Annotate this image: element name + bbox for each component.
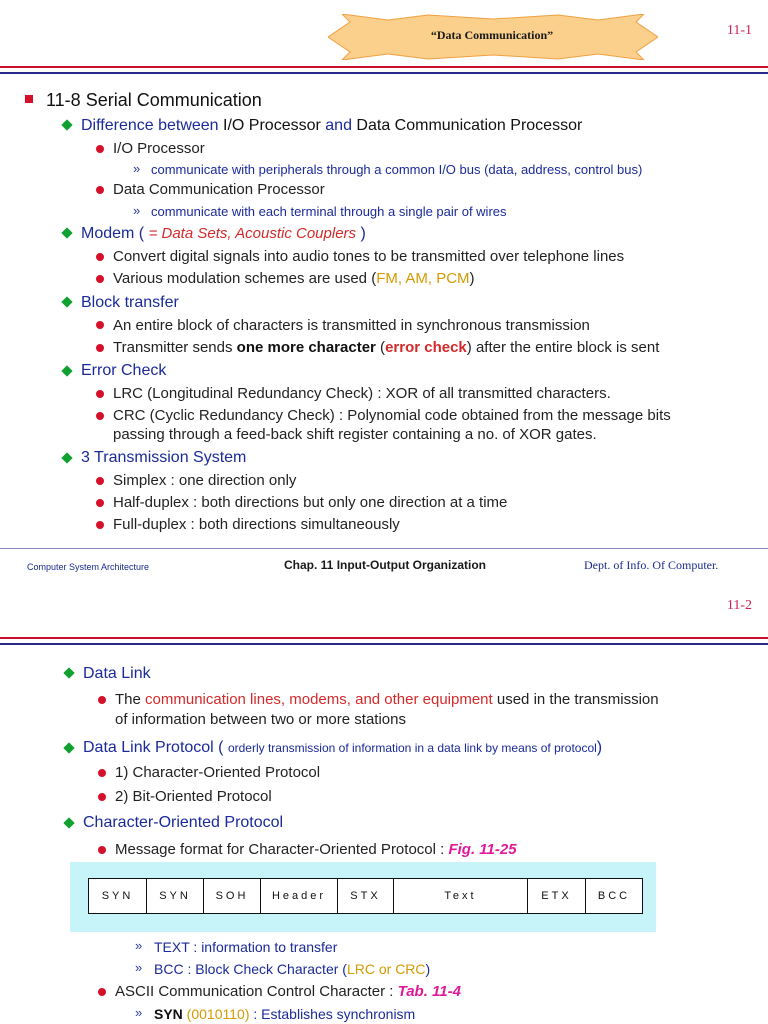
heading-part: and <box>320 117 357 134</box>
list-item-continued: of information between two or more stations <box>115 711 406 728</box>
footer-department: Dept. of Info. Of Computer. <box>584 558 719 572</box>
footer-chapter: Chap. 11 Input-Output Organization <box>284 558 486 572</box>
list-item-continued: passing through a feed-back shift register containing a no. of XOR gates. <box>113 426 597 443</box>
list-item <box>115 841 517 858</box>
heading-part: Data Communication Processor <box>356 117 583 134</box>
circle-bullet-icon <box>98 846 106 854</box>
text-part: one more character <box>236 339 376 356</box>
text-part: The <box>115 691 146 708</box>
circle-bullet-icon <box>96 275 104 283</box>
list-item: I/O Processor <box>113 140 205 157</box>
transmission-heading: 3 Transmission System <box>81 449 247 466</box>
header-rule <box>0 637 768 639</box>
field-bcc: BCC <box>597 890 631 902</box>
diamond-bullet-icon <box>61 452 72 463</box>
raquo-bullet-icon: » <box>133 161 141 176</box>
list-item: 1) Character-Oriented Protocol <box>115 764 321 781</box>
text-part: Message format for Character-Oriented Protocol : <box>115 841 449 858</box>
header-rule <box>0 66 768 68</box>
list-item <box>154 961 430 977</box>
circle-bullet-icon <box>96 477 104 485</box>
block-transfer-heading: Block transfer <box>81 294 179 311</box>
slide-number: 11-1 <box>726 23 752 38</box>
list-item <box>113 270 475 287</box>
list-item: CRC (Cyclic Redundancy Check) : Polynomial code obtained from the message bits <box>113 407 671 424</box>
text-part: ASCII Communication Control Character : <box>115 983 398 1000</box>
circle-bullet-icon <box>96 145 104 153</box>
list-item: Simplex : one direction only <box>113 472 297 489</box>
circle-bullet-icon <box>96 321 104 329</box>
syn-code: (0010110) <box>182 1006 250 1022</box>
circle-bullet-icon <box>96 186 104 194</box>
heading-part: Data Link Protocol <box>83 739 214 756</box>
list-item <box>113 339 659 356</box>
diamond-bullet-icon <box>63 742 74 753</box>
diamond-bullet-icon <box>63 817 74 828</box>
circle-bullet-icon <box>96 412 104 420</box>
heading-part: ) <box>596 739 603 756</box>
field-text: Text <box>394 879 528 913</box>
circle-bullet-icon <box>96 499 104 507</box>
modem-heading <box>81 225 366 243</box>
text-part: BCC : Block Check Character ( <box>154 961 347 977</box>
difference-heading <box>81 117 582 135</box>
diamond-bullet-icon <box>61 296 72 307</box>
message-format-frame <box>88 878 643 914</box>
list-item: communicate with peripherals through a common I/O bus (data, address, control bus) <box>151 162 643 177</box>
list-item: LRC (Longitudinal Redundancy Check) : XOR of all transmitted characters. <box>113 385 611 402</box>
data-link-heading: Data Link <box>83 665 151 682</box>
heading-part: ( <box>213 739 228 756</box>
protocol-heading <box>83 739 602 757</box>
field-etx: ETX <box>528 879 586 913</box>
list-item: communicate with each terminal through a single pair of wires <box>151 204 507 219</box>
footer-course: Computer System Architecture <box>27 562 150 572</box>
table-reference: Tab. 11-4 <box>397 983 461 1000</box>
error-check-label: error check <box>385 339 467 356</box>
list-item <box>154 1006 415 1022</box>
raquo-bullet-icon: » <box>135 938 143 953</box>
modulation-schemes: FM, AM, PCM <box>376 270 470 287</box>
circle-bullet-icon <box>98 769 106 777</box>
heading-part: Modem <box>81 225 135 242</box>
circle-bullet-icon <box>96 344 104 352</box>
square-bullet-icon <box>25 95 33 103</box>
slide-number: 11-2 <box>726 598 752 613</box>
field-syn: SYN <box>89 879 147 913</box>
list-item: An entire block of characters is transmitted in synchronous transmission <box>113 317 590 334</box>
circle-bullet-icon <box>96 390 104 398</box>
list-item: Data Communication Processor <box>113 181 325 198</box>
equipment-list: communication lines, modems, and other equipment <box>145 691 493 708</box>
heading-part: Difference between <box>81 117 224 134</box>
raquo-bullet-icon: » <box>133 203 141 218</box>
header-rule <box>0 643 768 645</box>
list-item: Full-duplex : both directions simultaneously <box>113 516 400 533</box>
error-check-heading: Error Check <box>81 362 167 379</box>
heading-part: ) <box>356 225 366 242</box>
circle-bullet-icon <box>98 988 106 996</box>
section-title: 11-8 Serial Communication <box>46 90 262 110</box>
list-item <box>115 983 461 1000</box>
text-part: used in the transmission <box>492 691 659 708</box>
diamond-bullet-icon <box>61 227 72 238</box>
field-header: Header <box>261 879 338 913</box>
protocol-description: orderly transmission of information in a data link by means of protocol <box>227 741 597 755</box>
text-part: Transmitter sends <box>113 339 237 356</box>
char-protocol-heading: Character-Oriented Protocol <box>83 814 284 831</box>
heading-part: I/O Processor <box>223 117 321 134</box>
figure-reference: Fig. 11-25 <box>448 841 517 858</box>
diamond-bullet-icon <box>61 365 72 376</box>
header-rule <box>0 72 768 74</box>
list-item: TEXT : information to transfer <box>154 939 338 955</box>
text-part: ( <box>375 339 386 356</box>
circle-bullet-icon <box>96 253 104 261</box>
check-types: LRC or CRC <box>346 961 426 977</box>
circle-bullet-icon <box>96 521 104 529</box>
list-item: Convert digital signals into audio tones to be transmitted over telephone lines <box>113 248 625 265</box>
raquo-bullet-icon: » <box>135 960 143 975</box>
diamond-bullet-icon <box>63 667 74 678</box>
list-item: 2) Bit-Oriented Protocol <box>115 788 272 805</box>
banner-title: “Data Communication” <box>430 28 554 42</box>
footer-rule <box>0 548 768 549</box>
diamond-bullet-icon <box>61 119 72 130</box>
field-soh: SOH <box>204 879 261 913</box>
text-part: : Establishes synchronism <box>249 1006 416 1022</box>
text-part: ) <box>469 270 475 287</box>
raquo-bullet-icon: » <box>135 1005 143 1020</box>
heading-part: ( <box>134 225 149 242</box>
text-part: ) after the entire block is sent <box>466 339 660 356</box>
text-part: SYN <box>154 1006 183 1022</box>
text-part: Various modulation schemes are used ( <box>113 270 377 287</box>
modem-aliases: = Data Sets, Acoustic Couplers <box>148 225 357 242</box>
list-item: Half-duplex : both directions but only one direction at a time <box>113 494 508 511</box>
field-syn: SYN <box>147 879 204 913</box>
list-item <box>115 691 659 708</box>
circle-bullet-icon <box>98 793 106 801</box>
field-stx: STX <box>338 879 394 913</box>
circle-bullet-icon <box>98 696 106 704</box>
text-part: ) <box>425 961 431 977</box>
